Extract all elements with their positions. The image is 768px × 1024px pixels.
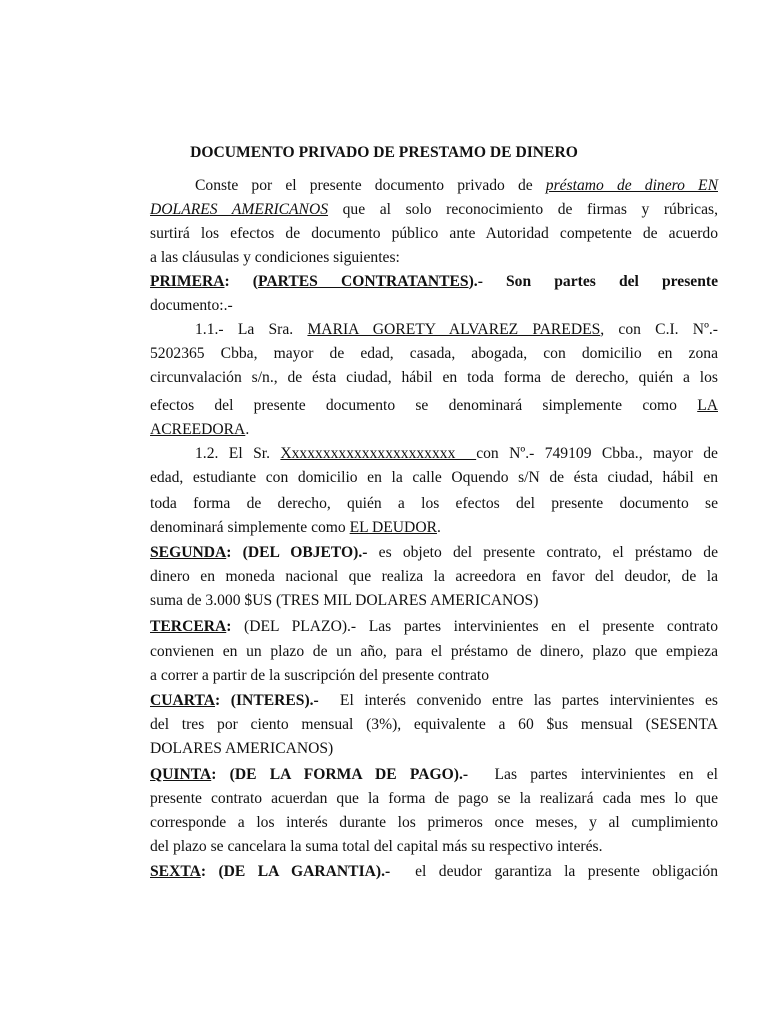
clause-text: ).- Son partes del presente xyxy=(468,273,719,290)
party-text: 1.1.- La Sra. xyxy=(195,321,308,338)
clause-cuarta-line-1 xyxy=(150,689,718,713)
party-1-line-4 xyxy=(150,394,718,418)
party-2-line-2: edad, estudiante con domicilio en la calle Oquendo s/N de ésta ciudad, hábil en xyxy=(150,469,718,486)
clause-cuarta-line-2: del tres por ciento mensual (3%), equivalente a 60 $us mensual (SESENTA xyxy=(150,716,718,733)
clause-text: es objeto del presente contrato, el préstamo de xyxy=(367,544,718,561)
intro-line-1 xyxy=(195,174,718,198)
clause-heading: SEGUNDA xyxy=(150,544,227,561)
party-1-line-1 xyxy=(195,318,718,342)
clause-text: El interés convenido entre las partes intervinientes es xyxy=(318,692,718,709)
intro-line-2 xyxy=(150,198,718,222)
party-text: denominará simplemente como xyxy=(150,519,350,536)
party-text: con Nº.- 749109 Cbba., mayor de xyxy=(476,445,718,462)
clause-subtitle: : (INTERES).- xyxy=(215,692,319,709)
clause-heading: PRIMERA xyxy=(150,273,225,290)
clause-colon: : ( xyxy=(224,273,259,290)
clause-cuarta-line-3: DOLARES AMERICANOS) xyxy=(150,740,334,757)
party-text: . xyxy=(436,519,441,536)
clause-tercera-line-2: convienen en un plazo de un año, para el préstamo de dinero, plazo que empieza xyxy=(150,643,718,660)
intro-text: Conste por el presente documento privado de xyxy=(195,177,546,194)
clause-segunda-line-1 xyxy=(150,541,718,565)
currency-phrase: DOLARES AMERICANOS xyxy=(150,201,329,218)
clause-quinta-line-2: presente contrato acuerdan que la forma de pago se la realizará cada mes lo que xyxy=(150,790,718,807)
intro-text: que al solo reconocimiento de firmas y rúbricas, xyxy=(328,201,718,218)
clause-tercera-line-1 xyxy=(150,615,718,639)
clause-text: el deudor garantiza la presente obligación xyxy=(390,863,718,880)
party-1-line-2: 5202365 Cbba, mayor de edad, casada, abogada, con domicilio en zona xyxy=(150,345,718,362)
creditor-name: MARIA GORETY ALVAREZ PAREDES xyxy=(307,321,601,338)
clause-subtitle: PARTES CONTRATANTES xyxy=(258,273,469,290)
clause-primera-line-1 xyxy=(150,270,718,294)
clause-primera-line-2 xyxy=(150,294,718,318)
party-2-line-3: toda forma de derecho, quién a los efectos del presente documento se xyxy=(150,495,718,512)
party-1-line-5 xyxy=(150,418,718,442)
clause-subtitle: : (DE LA FORMA DE PAGO).- xyxy=(211,766,469,783)
clause-quinta-line-4: del plazo se cancelara la suma total del capital más su respectivo interés. xyxy=(150,838,603,855)
clause-text: Las partes intervinientes en el xyxy=(468,766,718,783)
party-1-line-3: circunvalación s/n., de ésta ciudad, hábil en toda forma de derecho, quién a los xyxy=(150,369,718,386)
document-title: DOCUMENTO PRIVADO DE PRESTAMO DE DINERO xyxy=(190,144,578,161)
debtor-role: EL DEUDOR xyxy=(349,519,437,536)
clause-tercera-line-3: a correr a partir de la suscripción del presente contrato xyxy=(150,667,490,684)
clause-heading: CUARTA xyxy=(150,692,216,709)
intro-line-3: surtirá los efectos de documento público ante Autoridad competente de acuerdo xyxy=(150,225,718,242)
clause-quinta-line-1 xyxy=(150,763,718,787)
party-text: 1.2. El Sr. xyxy=(195,445,281,462)
clause-quinta-line-3: corresponde a los interés durante los primeros once meses, y al cumplimiento xyxy=(150,814,718,831)
intro-line-4: a las cláusulas y condiciones siguientes: xyxy=(150,249,400,266)
clause-subtitle: : (DEL OBJETO).- xyxy=(226,544,368,561)
creditor-role: ACREEDORA xyxy=(150,421,246,438)
party-2-line-1 xyxy=(195,442,718,466)
clause-segunda-line-2: dinero en moneda nacional que realiza la acreedora en favor del deudor, de la xyxy=(150,568,718,585)
clause-sexta-line-1 xyxy=(150,860,718,884)
party-text: , con C.I. Nº.- xyxy=(600,321,718,338)
party-text: . xyxy=(245,421,250,438)
clause-subtitle: : (DE LA GARANTIA).- xyxy=(200,863,391,880)
loan-type-phrase: préstamo de dinero EN xyxy=(545,177,718,194)
clause-text: (DEL PLAZO).- Las partes intervinientes en el presente contrato xyxy=(231,618,718,635)
party-2-line-4 xyxy=(150,516,718,540)
clause-colon: : xyxy=(226,618,232,635)
debtor-name: Xxxxxxxxxxxxxxxxxxxxxx xyxy=(280,445,477,462)
creditor-role: LA xyxy=(697,397,718,414)
clause-text: documento:.- xyxy=(150,297,233,314)
clause-heading: SEXTA xyxy=(150,863,201,880)
party-text: efectos del presente documento se denominará simplemente como xyxy=(150,397,698,414)
clause-segunda-line-3: suma de 3.000 $US (TRES MIL DOLARES AMERICANOS) xyxy=(150,592,539,609)
clause-heading: QUINTA xyxy=(150,766,212,783)
clause-heading: TERCERA xyxy=(150,618,227,635)
